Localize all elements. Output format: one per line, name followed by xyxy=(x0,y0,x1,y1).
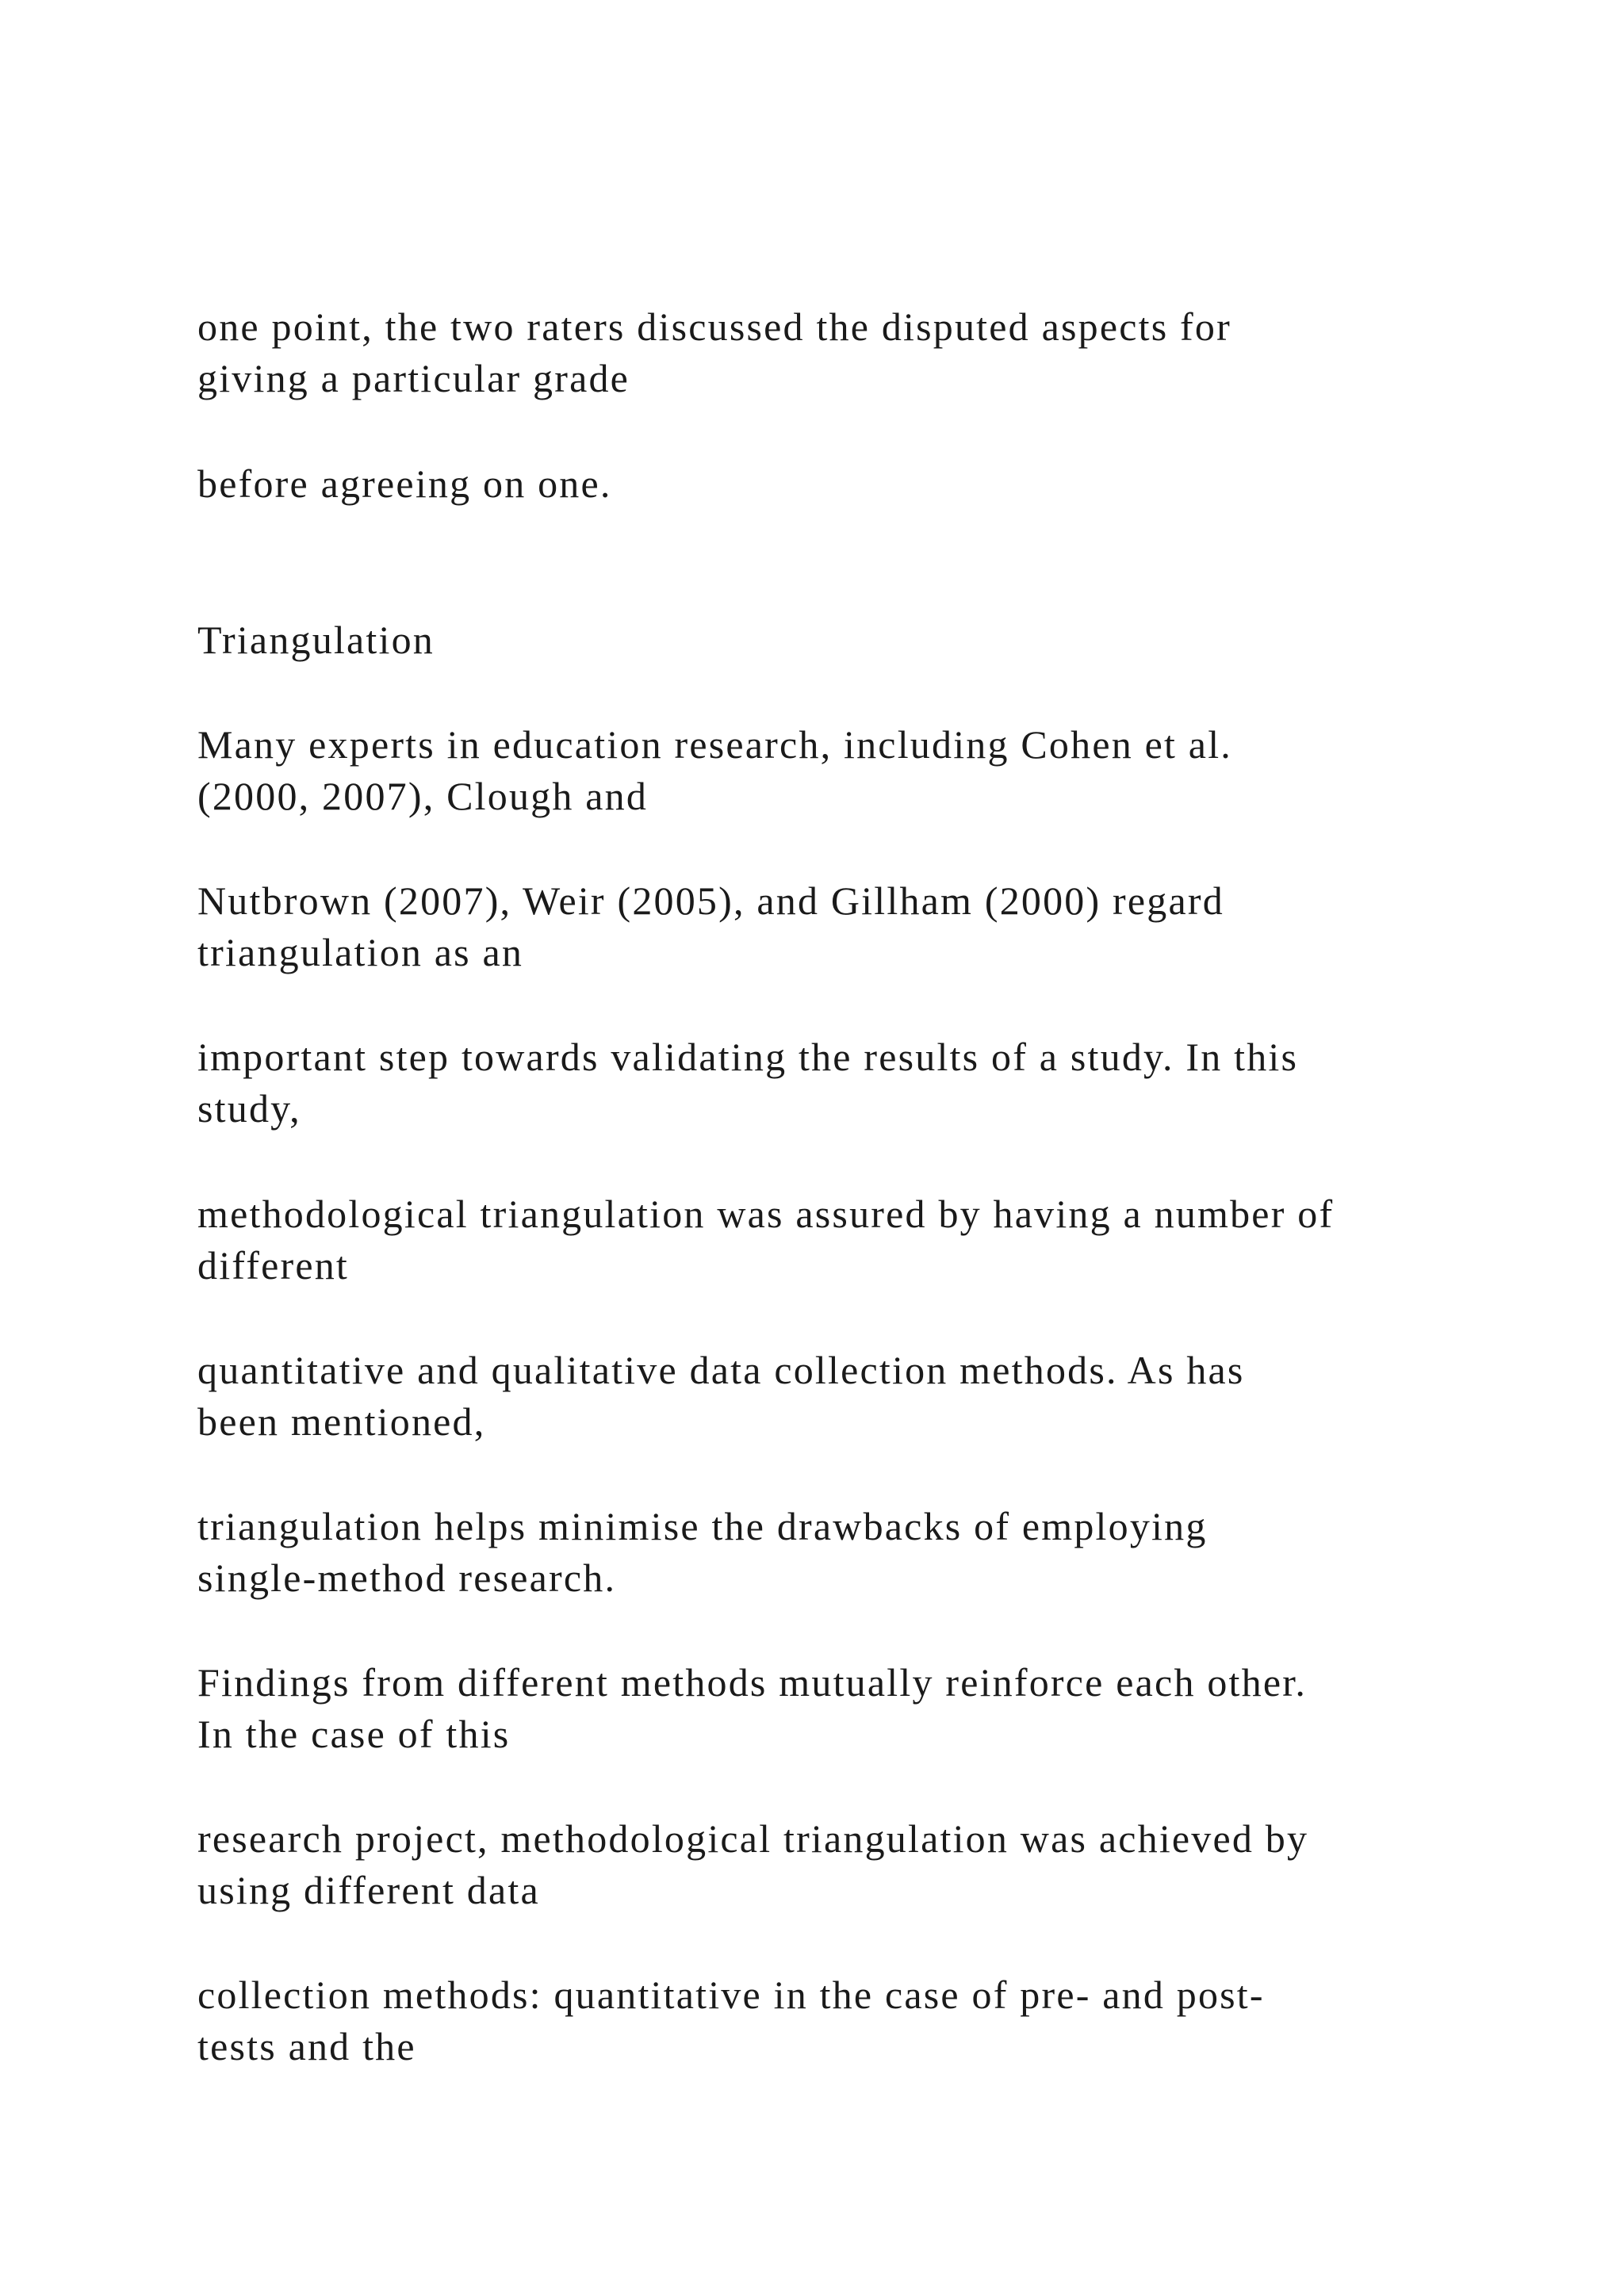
text-line: Findings from different methods mutually reinforce each other. xyxy=(197,1660,1308,1705)
text-line: (2000, 2007), Clough and xyxy=(197,774,649,818)
paragraph-experts xyxy=(197,719,1545,822)
text-line: giving a particular grade xyxy=(197,356,630,400)
text-line: been mentioned, xyxy=(197,1399,486,1444)
text-line: collection methods: quantitative in the case of pre- and post- xyxy=(197,1973,1265,2017)
paragraph-research-project xyxy=(197,1813,1545,1916)
text-line: tests and the xyxy=(197,2024,416,2068)
text-line: different xyxy=(197,1243,350,1288)
text-line: triangulation as an xyxy=(197,930,524,974)
text-line: study, xyxy=(197,1086,301,1131)
paragraph-before-agreeing xyxy=(197,458,1545,510)
text-line: Nutbrown (2007), Weir (2005), and Gillham (2000) regard xyxy=(197,878,1224,923)
text-line: In the case of this xyxy=(197,1712,511,1756)
text-line: single-method research. xyxy=(197,1556,617,1600)
section-heading-triangulation xyxy=(197,614,1545,666)
text-line: before agreeing on one. xyxy=(197,461,612,506)
paragraph-rater-discussion xyxy=(197,301,1545,404)
paragraph-important-step xyxy=(197,1031,1545,1135)
text-line: quantitative and qualitative data collection methods. As has xyxy=(197,1348,1245,1392)
paragraph-minimise-drawbacks xyxy=(197,1501,1545,1604)
heading-line: Triangulation xyxy=(197,618,435,662)
paragraph-methodological xyxy=(197,1188,1545,1292)
text-line: research project, methodological triangulation was achieved by xyxy=(197,1816,1309,1861)
text-line: using different data xyxy=(197,1868,540,1912)
text-line: important step towards validating the results of a study. In this xyxy=(197,1035,1299,1079)
paragraph-findings xyxy=(197,1657,1545,1760)
paragraph-collection-methods xyxy=(197,1969,1545,2072)
paragraph-quantitative-qualitative xyxy=(197,1345,1545,1448)
text-line: methodological triangulation was assured by having a number of xyxy=(197,1192,1335,1236)
paragraph-nutbrown xyxy=(197,875,1545,978)
text-line: triangulation helps minimise the drawbacks of employing xyxy=(197,1504,1208,1548)
text-line: one point, the two raters discussed the disputed aspects for xyxy=(197,304,1231,349)
text-line: Many experts in education research, including Cohen et al. xyxy=(197,722,1232,767)
